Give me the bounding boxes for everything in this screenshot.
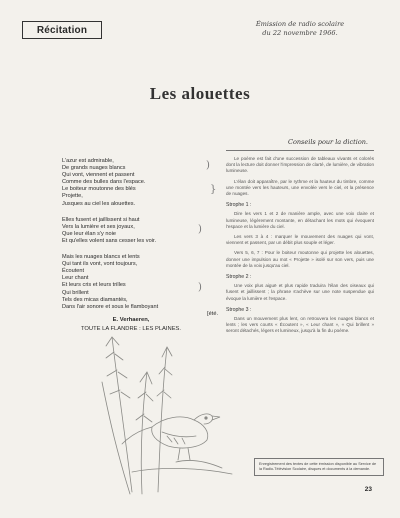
poem-line: Elles fusent et jaillissent si haut: [62, 216, 140, 223]
poem-line: Écoutent: [62, 268, 85, 275]
poem-line: L'azur est admirable,: [62, 158, 114, 164]
divider: [226, 150, 374, 151]
advice-paragraph: Les vers 3 à 4 : marquer le mouvement des nuages qui vont, viennent et passent, par un débit plus souple et léger.: [226, 234, 374, 246]
advice-paragraph: L'élan doit apparaître, par le rythme et la hauteur du timbre, comme une montée vers les hauteurs, une envolée vers le ciel, et la présence de nuages.: [226, 178, 374, 197]
advice-paragraph: Dans un mouvement plus lent, on retrouvera les nuages blancs et lents ; les vers courts « Écoutent », « Leur chant », « Qui brillent » seront détachés, légers et lumineux, jusqu'à la fin du poème.: [226, 316, 374, 334]
poem-line: Et qu'elles volent sans cesser les voir.: [62, 237, 157, 244]
advice-paragraph: Le poème est fait d'une succession de tableaux vivants et colorés dont la lecture doit donner l'impression de clarté, de lumière, de vibration lumineuse.: [226, 156, 374, 174]
poem-line: Comme des bulles dans l'espace.: [62, 179, 146, 186]
brace-mark: }: [210, 184, 217, 195]
brace-mark: ): [206, 160, 210, 171]
section-tag: Récitation: [22, 21, 102, 39]
author-name: E. Verhaeren,: [112, 317, 150, 323]
advice-heading: Strophe 2 :: [226, 274, 252, 281]
poem-author: [62, 316, 200, 333]
advice-paragraph: Vers 5, 6, 7 : Pour le boiteur moutonne qui projette les alouettes, donner une impulsion au mot « Projette » isolé sur son vers, puis une montée de la voix jusqu'au ciel.: [226, 250, 374, 268]
poem-line: Qui tant ils vont, vont toujours,: [62, 261, 138, 268]
poem-line: Vers la lumière et ses joyaux,: [62, 223, 135, 230]
broadcast-date: [230, 20, 370, 38]
poem-line: Mais les nuages blancs et lents: [62, 254, 140, 261]
poem-line: Que leur élan s'y noie: [62, 230, 116, 237]
poem-line: Jusques au ciel les alouettes.: [62, 200, 136, 207]
diction-advice: [226, 156, 374, 339]
stanza-1: [62, 158, 222, 208]
poem-source: TOUTE LA FLANDRE : LES PLAINES.: [80, 325, 182, 332]
lark-sketch-illustration: [92, 332, 242, 497]
advice-title: Conseils pour la diction.: [287, 138, 368, 146]
advice-paragraph: Dire les vers 1 et 2 de manière ample, avec une voix claire et lumineuse, légèrement montante, en détachant les mots qui évoquent l'espace et la lumière du ciel.: [226, 211, 374, 229]
poem-line: Le boiteur moutonne des blés: [62, 186, 136, 193]
broadcast-line: Émission de radio scolaire: [255, 20, 345, 28]
broadcast-line: du 22 novembre 1966.: [262, 29, 338, 37]
page-number: 23: [364, 486, 372, 493]
poem-line: Qui vont, viennent et passent: [62, 172, 135, 179]
page-title: Les alouettes: [149, 84, 251, 103]
poem: [62, 158, 222, 327]
advice-heading: Strophe 3 :: [226, 306, 252, 313]
brace-mark: ): [198, 224, 202, 235]
poem-line: Leur chant: [62, 275, 89, 282]
brace-mark: ): [198, 282, 202, 293]
poem-line: Projette,: [62, 193, 83, 200]
poem-line: Tels des micas diamantés,: [62, 296, 128, 303]
advice-paragraph: Une voix plus aiguë et plus rapide traduira l'élan des oiseaux qui fusent et jaillissent ; la phrase s'achève sur une note suspendue qui évoque la lumière et l'espace.: [226, 283, 374, 301]
advice-heading: Strophe 1 :: [226, 202, 252, 209]
poem-line: Dans l'air sonore et sous le flamboyant: [62, 303, 159, 310]
poem-line: [été.: [207, 310, 218, 317]
reference-box: Enregistrement des textes de cette émission disponible au Service de la Radio-Télévision Scolaire, disques et documents à la demande.: [254, 458, 384, 476]
poem-line: Et leurs cris et leurs trilles: [62, 282, 126, 289]
poem-line: Qui brillent: [62, 289, 89, 296]
poem-line: De grands nuages blancs: [62, 165, 126, 172]
